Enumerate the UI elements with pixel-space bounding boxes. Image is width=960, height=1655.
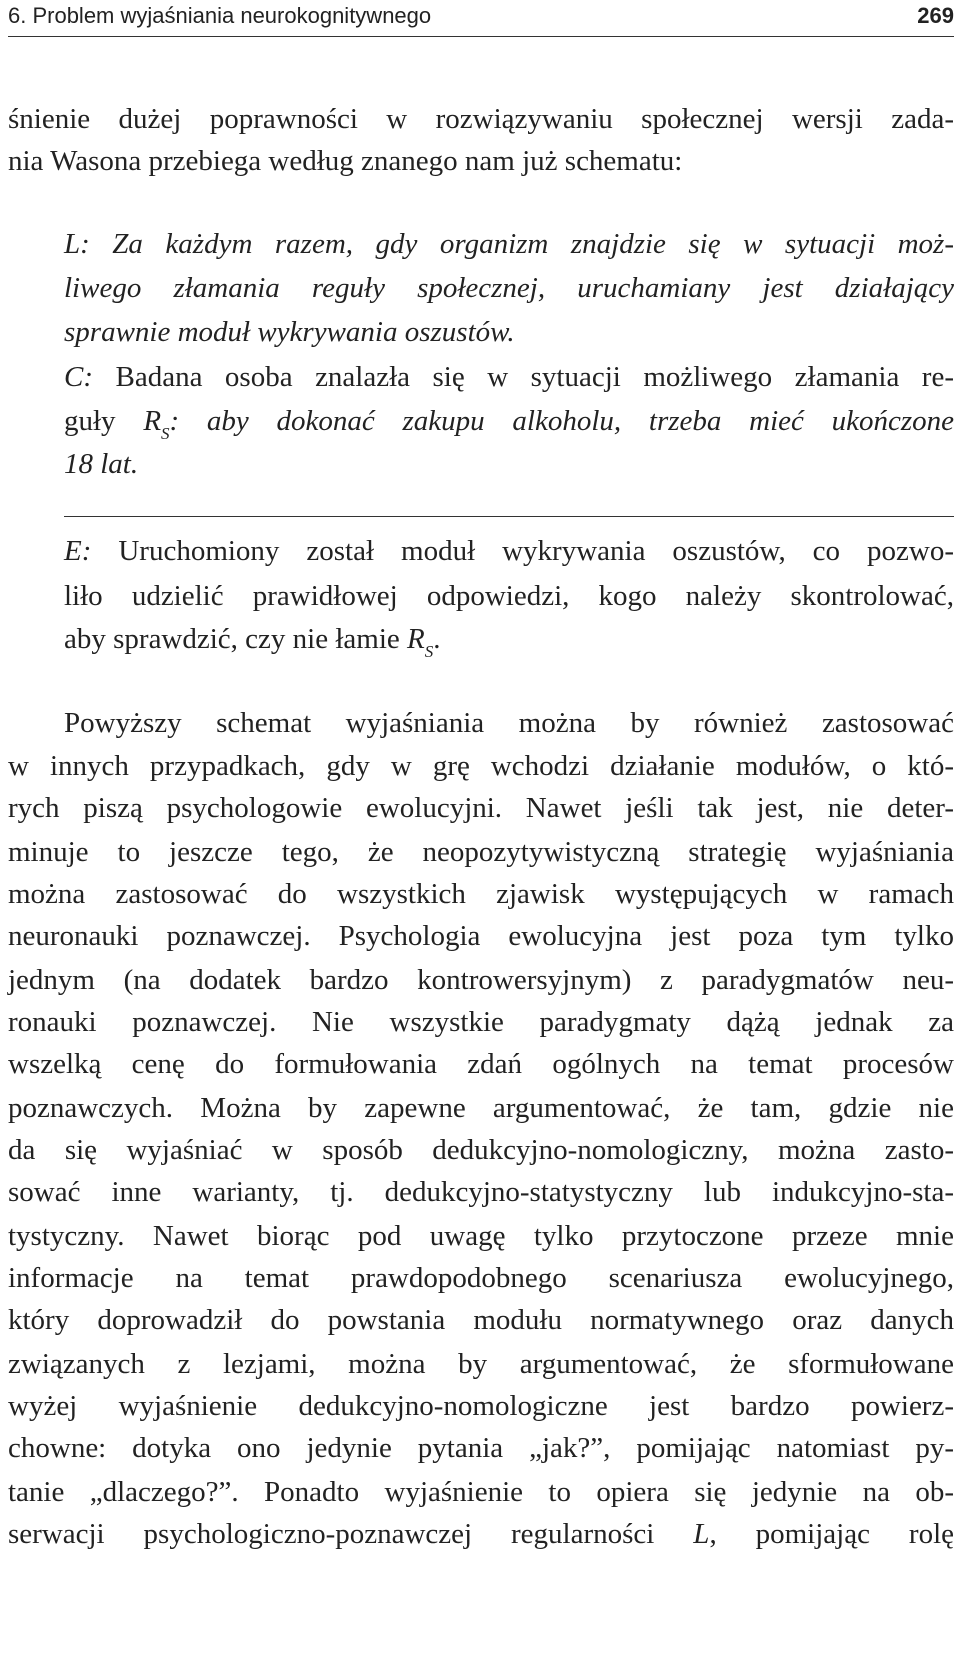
body-line: tystyczny. Nawet biorąc pod uwagę tylko przytoczone przeze mnie (8, 1220, 954, 1252)
body-line: serwacji psychologiczno-poznawczej regularności L, pomijając rolę (8, 1518, 954, 1550)
body-line: informacje na temat prawdopodobnego scenariusza ewolucyjnego, (8, 1262, 954, 1294)
intro-line: nia Wasona przebiega według znanego nam już schematu: (8, 145, 683, 177)
body-line: wszelką cenę do formułowania zdań ogólnych na temat procesów (8, 1048, 954, 1080)
body-line: rych piszą psychologowie ewolucyjni. Nawet jeśli tak jest, nie deter- (8, 792, 954, 824)
body-line: wyżej wyjaśnienie dedukcyjno-nomologiczne jest bardzo powierz- (8, 1390, 954, 1422)
body-line: da się wyjaśniać w sposób dedukcyjno-nomologiczny, można zasto- (8, 1134, 954, 1166)
intro-line: śnienie dużej poprawności w rozwiązywaniu społecznej wersji zada- (8, 103, 954, 135)
schema-condition-line: C: Badana osoba znalazła się w sytuacji możliwego złamania re- (64, 361, 954, 393)
body-line: chowne: dotyka ono jedynie pytania „jak?”, pomijając natomiast py- (8, 1432, 954, 1464)
running-header (8, 0, 954, 37)
body-line: w innych przypadkach, gdy w grę wchodzi działanie modułów, o któ- (8, 750, 954, 782)
page-number: 269 (917, 3, 954, 28)
rule-symbol: R (407, 623, 425, 655)
body-line: neuronauki poznawczej. Psychologia ewolucyjna jest poza tym tylko (8, 920, 954, 952)
body-line: można zastosować do wszystkich zjawisk występujących w ramach (8, 878, 954, 910)
body-line: związanych z lezjami, można by argumentować, że sformułowane (8, 1348, 954, 1380)
schema-law-line: sprawnie moduł wykrywania oszustów. (64, 316, 515, 348)
schema-condition-line: guły $R_S$: aby dokonać zakupu alkoholu, trzeba mieć ukończone (64, 405, 955, 443)
body-line: jednym (na dodatek bardzo kontrowersyjnym) z paradygmatów neu- (8, 964, 954, 996)
schema-explanandum-line: liło udzielić prawidłowej odpowiedzi, kogo należy skontrolować, (64, 580, 954, 612)
schema-explanandum-label: E: (64, 535, 92, 567)
body-line: poznawczych. Można by zapewne argumentować, że tam, gdzie nie (8, 1092, 954, 1124)
body-line: tanie „dlaczego?”. Ponadto wyjaśnienie to opiera się jedynie na ob- (8, 1476, 954, 1508)
schema-explanandum-line: aby sprawdzić, czy nie łamie $R_S$. (64, 623, 441, 661)
rule-symbol: R (143, 405, 162, 437)
schema-condition-label: C: (64, 361, 93, 393)
schema-law-label: L: (64, 228, 90, 260)
body-line: minuje to jeszcze tego, że neopozytywistyczną strategię wyjaśniania (8, 836, 954, 868)
chapter-title: 6. Problem wyjaśniania neurokognitywnego (8, 3, 432, 28)
schema-law-line: L: Za każdym razem, gdy organizm znajdzie się w sytuacji moż- (64, 228, 955, 260)
body-line: sować inne warianty, tj. dedukcyjno-statystyczny lub indukcyjno-sta- (8, 1176, 954, 1208)
schema-explanandum-line: E: Uruchomiony został moduł wykrywania oszustów, co pozwo- (64, 535, 954, 567)
schema-law-line: liwego złamania reguły społecznej, uruchamiany jest działający (64, 272, 954, 304)
schema-condition-line: 18 lat. (64, 448, 139, 480)
law-symbol: L (693, 1518, 710, 1550)
explanandum-divider (64, 516, 954, 517)
body-line: ronauki poznawczej. Nie wszystkie paradygmaty dążą jednak za (8, 1006, 954, 1038)
body-line: Powyższy schemat wyjaśniania można by również zastosować (64, 707, 954, 739)
rule-subscript: S (424, 642, 434, 661)
body-line: który doprowadził do powstania modułu normatywnego oraz danych (8, 1304, 954, 1336)
rule-subscript: S (161, 424, 170, 443)
